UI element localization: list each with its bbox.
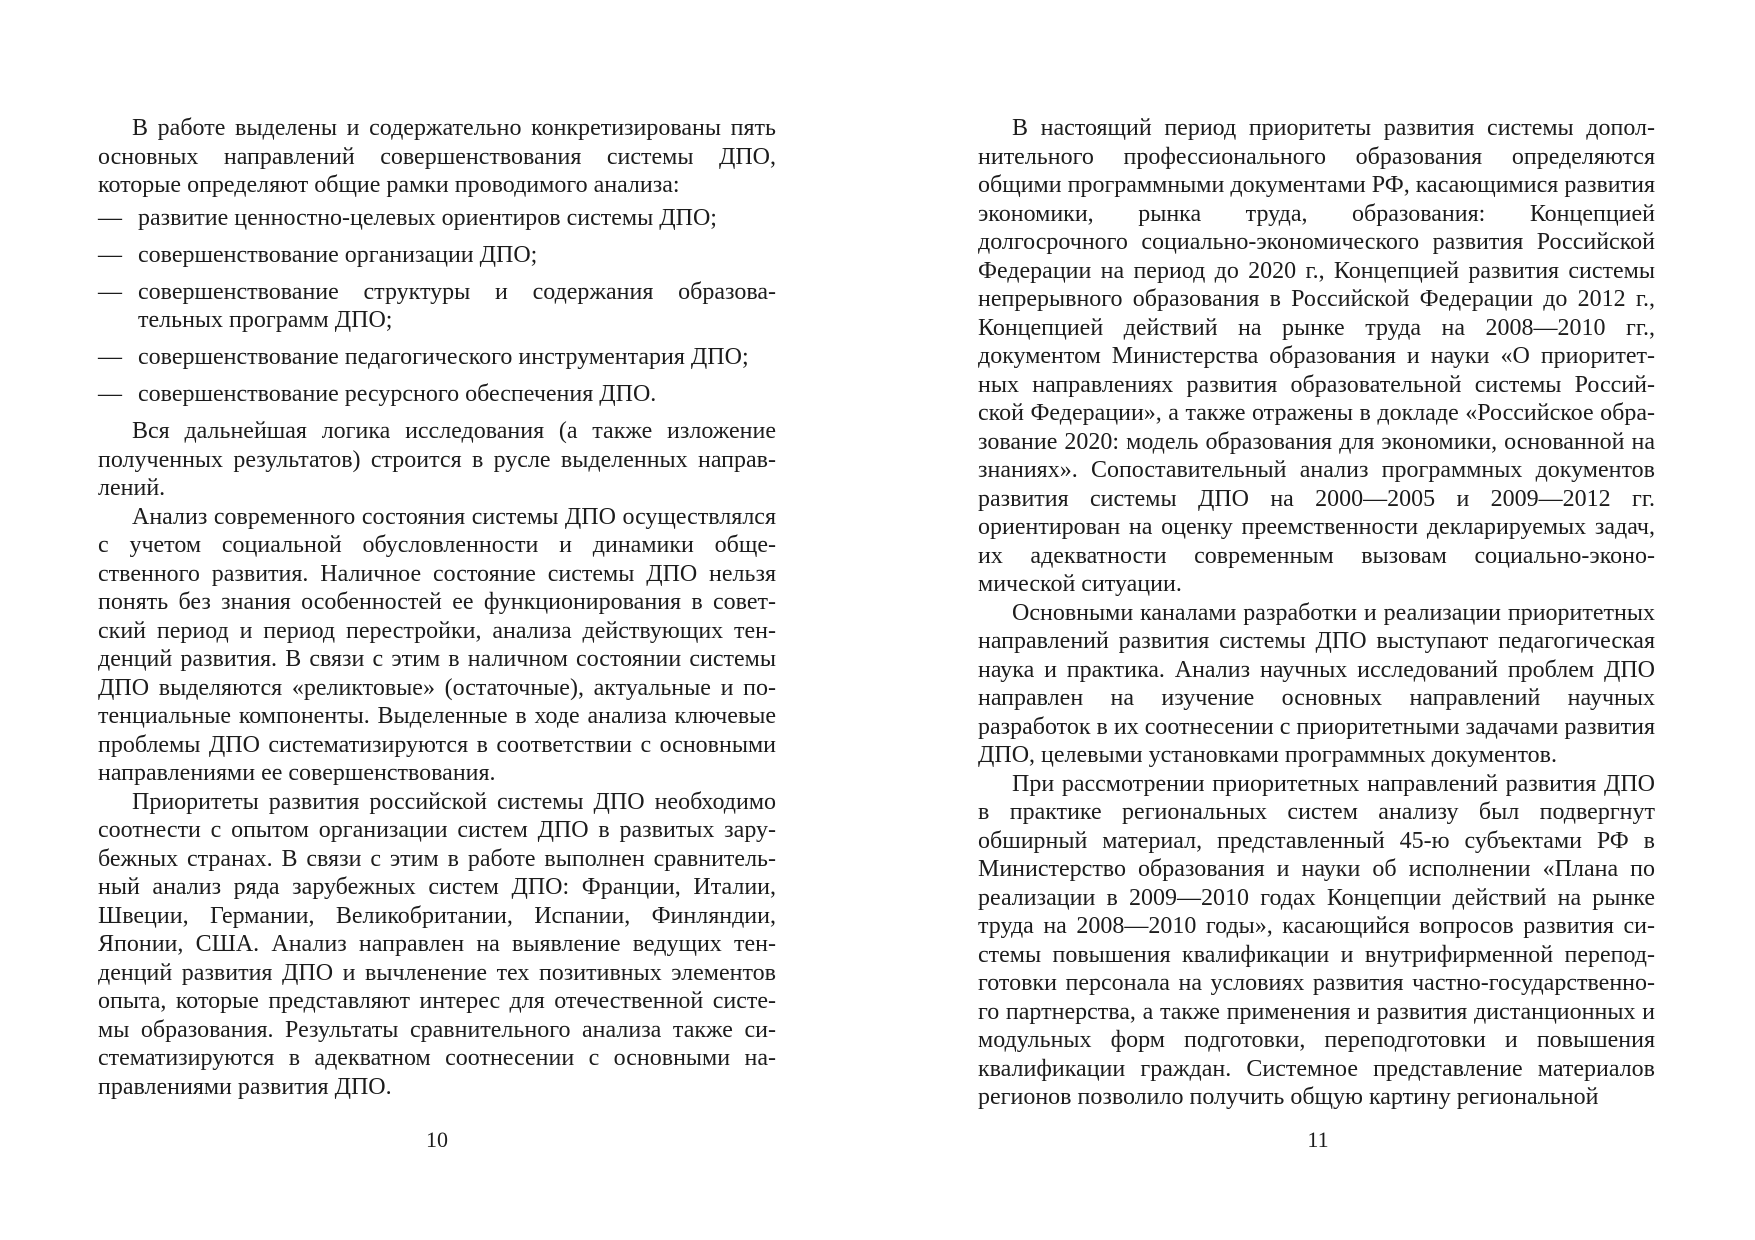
list-item: — совершенствование ресурсного обеспечения ДПО. [98, 380, 776, 409]
directions-list [98, 204, 776, 409]
paragraph: Приоритеты развития российской системы ДПО необходимо соотнести с опытом организации систем ДПО в развитых зарубежных странах. В связи с этим в работе выполнен сравнительный анализ ряда зарубежных систем ДПО: Франции, Италии, Швеции, Германии, Великобритании, Испании, Финляндии, Японии, США. Анализ направлен на выявление ведущих тенденций развития ДПО и вычленение тех позитивных элементов опыта, которые представляют интерес для отечественной системы образования. Результаты сравнительного анализа также систематизируются в адекватном соотнесении с основными направлениями развития ДПО. [98, 788, 776, 1100]
paragraph: В работе выделены и содержательно конкретизированы пять основных направлений совершенствования системы ДПО, которые определяют общие рамки проводимого анализа: [98, 115, 776, 198]
paragraph: При рассмотрении приоритетных направлений развития ДПО в практике региональных систем анализу был подвергнут обширный материал, представленный 45-ю субъектами РФ в Министерство образования и науки об исполнении «Плана по реализации в 2009—2010 годах Концепции действий на рынке труда на 2008—2010 годы», касающийся вопросов развития системы повышения квалификации и внутрифирменной переподготовки персонала на условиях развития частно-государственного партнерства, а также применения и развития дистанционных и модульных форм подготовки, переподготовки и повышения квалификации граждан. Системное представление материалов регионов позволило получить общую картину региональной [978, 770, 1655, 1110]
right-page-text [978, 114, 1655, 1112]
paragraph: Анализ современного состояния системы ДПО осуществлялся с учетом социальной обусловленности и динамики общественного развития. Наличное состояние системы ДПО нельзя понять без знания особенностей ее функционирования в советский период и период перестройки, анализа действующих тенденций развития. В связи с этим в наличном состоянии системы ДПО выделяются «реликтовые» (остаточные), актуальные и потенциальные компоненты. Выделенные в ходе анализа ключевые проблемы ДПО систематизируются в соответствии с основными направлениями ее совершенствования. [98, 503, 776, 786]
list-item: — совершенствование организации ДПО; [98, 241, 776, 270]
list-item: — развитие ценностно-целевых ориентиров системы ДПО; [98, 204, 776, 233]
paragraph: Вся дальнейшая логика исследования (а также изложение полученных результатов) строится в русле выделенных направлений. [98, 418, 776, 501]
page-number: 10 [426, 1127, 448, 1152]
paragraph: В настоящий период приоритеты развития системы дополнительного профессионального образования определяются общими программными документами РФ, касающимися развития экономики, рынка труда, образования: Концепцией долгосрочного социально-экономического развития Российской Федерации на период до 2020 г., Концепцией развития системы непрерывного образования в Российской Федерации до 2012 г., Концепцией действий на рынке труда на 2008—2010 гг., документом Министерства образования и науки «О приоритетных направлениях развития образовательной системы Российской Федерации», а также отражены в докладе «Российское образование 2020: модель образования для экономики, основанной на знаниях». Сопоставительный анализ программных документов развития системы ДПО на 2000—2005 и 2009—2012 гг. ориентирован на оценку преемственности декларируемых задач, их адекватности современным вызовам социально-экономической ситуации. [978, 115, 1655, 597]
right-page [878, 0, 1755, 1240]
left-page [0, 0, 877, 1240]
list-item: — совершенствование структуры и содержания образовательных программ ДПО; [98, 278, 776, 335]
left-page-text [98, 114, 776, 1101]
list-item: — совершенствование педагогического инструментария ДПО; [98, 343, 776, 372]
page-number: 11 [1307, 1127, 1329, 1152]
paragraph: Основными каналами разработки и реализации приоритетных направлений развития системы ДПО выступают педагогическая наука и практика. Анализ научных исследований проблем ДПО направлен на изучение основных направлений научных разработок в их соотнесении с приоритетными задачами развития ДПО, целевыми установками программных документов. [978, 599, 1656, 768]
